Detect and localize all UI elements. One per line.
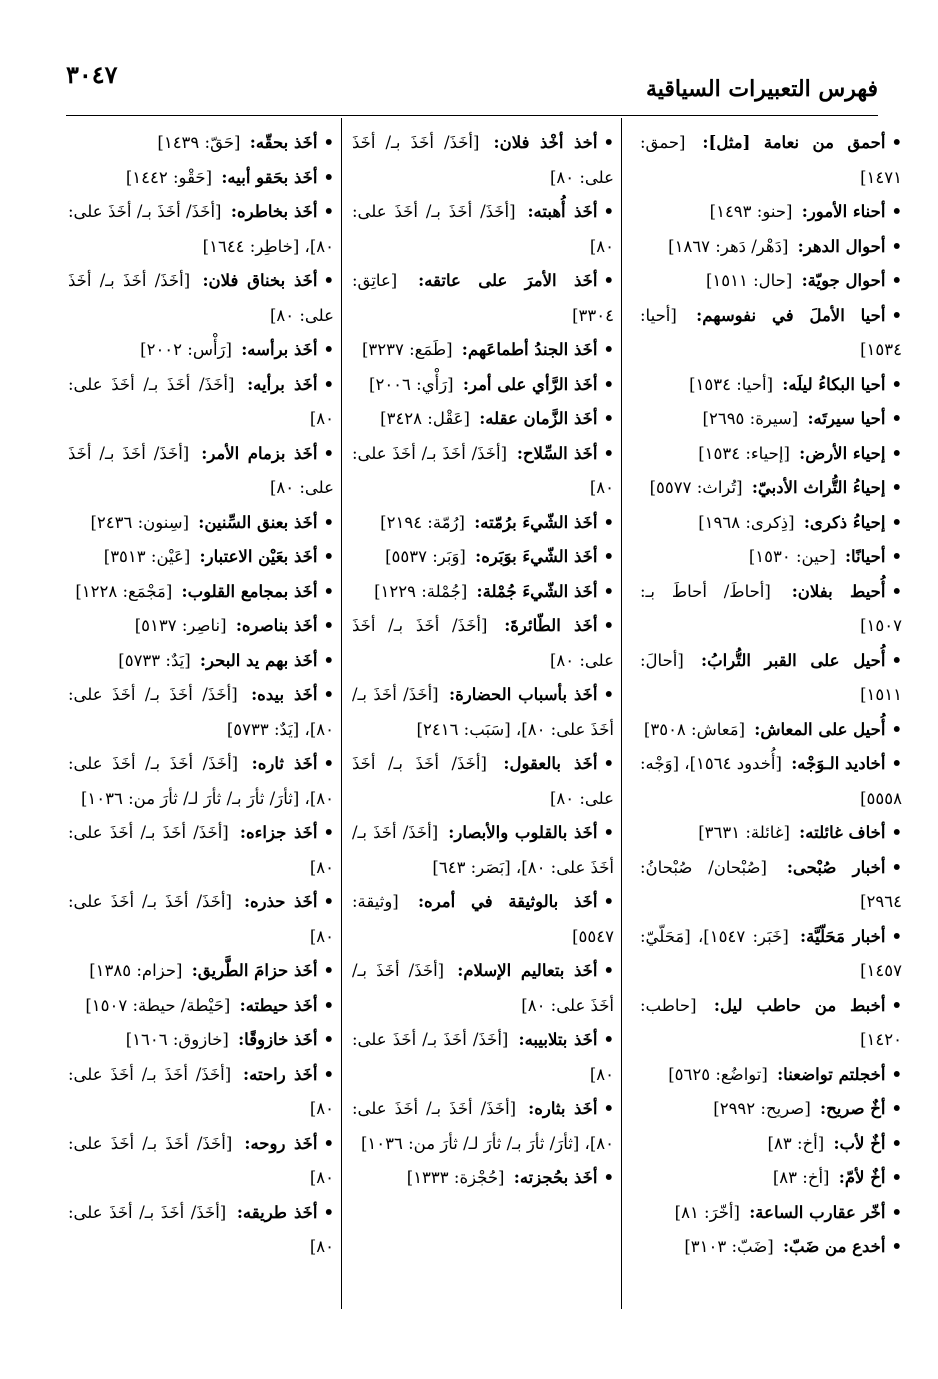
entry-term: أخَذ الشّيءَ جُمْلة:: [476, 581, 598, 601]
index-column-middle: [352, 126, 614, 1196]
entry-term: أخَذ روحه:: [244, 1133, 318, 1153]
entry-reference: [دَهْر/ دَهر: ١٨٦٧]: [668, 236, 789, 256]
entry-reference: [حَيْطة/ حيطة: ١٥٠٧]: [85, 995, 231, 1015]
entry-term: أخبار صُبْحى:: [786, 857, 886, 877]
index-entry: [640, 368, 902, 403]
bullet-icon: •: [891, 478, 902, 497]
bullet-icon: •: [603, 892, 614, 911]
bullet-icon: •: [323, 167, 334, 187]
index-entry: [352, 816, 614, 885]
entry-reference: [تُراث: ٥٥٧٧]: [649, 478, 743, 497]
index-entry: [68, 816, 334, 885]
bullet-icon: •: [323, 340, 334, 359]
entry-term: أخَذ ثاره:: [251, 754, 318, 773]
entry-term: أخَذ الطّائرةَ:: [504, 616, 598, 635]
entry-reference: [ضَبّ: ٣١٠٣]: [684, 1237, 774, 1256]
index-entry: [640, 230, 902, 265]
entry-reference: [طَمَع: ٣٢٣٧]: [361, 340, 453, 359]
entry-reference: [أخَذَ/ أخَذَ بـ/ أخَذَ على: ٨٠]: [68, 1202, 334, 1256]
index-entry: [640, 540, 902, 575]
index-entry: [68, 540, 334, 575]
entry-term: أخبط من حاطب ليل:: [713, 995, 886, 1015]
entry-reference: [إحياء: ١٥٣٤]: [698, 443, 790, 463]
index-entry: [352, 747, 614, 816]
entry-term: أخَذ بخاطره:: [230, 202, 318, 221]
bullet-icon: •: [603, 754, 614, 773]
entry-reference: [حزام: ١٣٨٥]: [89, 961, 183, 980]
entry-reference: [حنو: ١٤٩٣]: [709, 202, 793, 221]
entry-reference: [أخَذَ/ أخَذَ بـ/ أخَذَ على: ٨٠]، [سَبَب: ٢٤١٦]: [352, 685, 614, 739]
entry-term: أخَذ بأسباب الحضارة:: [448, 685, 598, 704]
bullet-icon: •: [603, 374, 614, 394]
entry-reference: [رُمّة: ٢١٩٤]: [380, 512, 465, 532]
entry-reference: [ناصِر: ٥١٣٧]: [134, 616, 227, 635]
index-entry: [352, 437, 614, 506]
index-entry: [640, 989, 902, 1058]
entry-term: أخَذ بحقّه:: [249, 133, 318, 152]
bullet-icon: •: [891, 719, 902, 739]
bullet-icon: •: [603, 547, 614, 566]
entry-term: أخَذ خازوقًا:: [238, 1030, 318, 1049]
index-entry: [640, 1127, 902, 1162]
index-entry: [640, 126, 902, 195]
bullet-icon: •: [891, 512, 902, 532]
entry-term: أخَذ الشّيءَ برُمّته:: [474, 512, 598, 532]
entry-reference: [أخ: ٨٣]: [772, 1168, 830, 1187]
bullet-icon: •: [323, 892, 334, 911]
entry-term: أخَذ بعَيْن الاعتبار:: [199, 547, 318, 566]
bullet-icon: •: [603, 581, 614, 601]
index-entry: [68, 506, 334, 541]
entry-term: أحيا سيرتَه:: [807, 409, 886, 428]
entry-term: أخّر عقارب الساعة:: [749, 1202, 886, 1222]
bullet-icon: •: [891, 754, 902, 773]
bullet-icon: •: [891, 823, 902, 842]
index-entry: [68, 609, 334, 644]
entry-term: إحياء الأرض:: [799, 443, 886, 463]
column-divider: [341, 118, 342, 1309]
bullet-icon: •: [323, 1133, 335, 1153]
index-entry: [68, 747, 334, 816]
bullet-icon: •: [323, 616, 334, 635]
entry-term: أحوال جويّة:: [801, 271, 886, 290]
entry-term: أخَذ الرَّأي على أمر:: [462, 374, 598, 394]
bullet-icon: •: [891, 995, 902, 1015]
index-entry: [640, 299, 902, 368]
entry-term: أخَذ بالقلوب والأبصار:: [448, 823, 598, 842]
bullet-icon: •: [603, 685, 614, 704]
bullet-icon: •: [891, 926, 902, 946]
bullet-icon: •: [891, 409, 902, 428]
entry-term: أخذ أخْذ فلان:: [493, 133, 598, 152]
entry-reference: [أخَذَ/ أخَذَ بـ/ أخَذَ على: ٨٠]، [ثأرَ/ ثأرَ بـ/ ثأرَ لـ/ ثأرَ من: ١٠٣٦]: [352, 1099, 614, 1153]
index-entry: [640, 713, 902, 748]
entry-reference: [أخَذَ/ أخَذَ بـ/ أخَذَ على: ٨٠]: [68, 374, 334, 428]
index-entry: [68, 1127, 334, 1196]
index-entry: [640, 437, 902, 472]
entry-term: أخَذ بعنق السِّنين:: [198, 512, 318, 532]
entry-term: أخٌ صريح:: [820, 1099, 886, 1118]
entry-term: أخٌ لأمّ:: [838, 1168, 886, 1187]
bullet-icon: •: [603, 271, 614, 290]
entry-reference: [أخَذَ/ أخَذَ بـ/ أخَذَ على: ٨٠]: [68, 1064, 334, 1118]
index-entry: [352, 333, 614, 368]
index-entry: [352, 402, 614, 437]
bullet-icon: •: [323, 823, 334, 842]
bullet-icon: •: [891, 547, 902, 566]
entry-reference: [عَيْن: ٣٥١٣]: [103, 547, 191, 566]
index-entry: [352, 126, 614, 195]
entry-reference: [رَأْس: ٢٠٠٢]: [140, 340, 232, 359]
bullet-icon: •: [603, 512, 614, 532]
entry-reference: [وَبَر: ٥٥٣٧]: [385, 547, 466, 566]
entry-reference: [أخَذَ/ أخَذَ بـ/ أخَذَ على: ٨٠]: [68, 1133, 334, 1187]
entry-reference: [أخَذَ/ أخَذَ بـ/ أخَذَ على: ٨٠]: [68, 443, 334, 497]
bullet-icon: •: [603, 823, 614, 842]
bullet-icon: •: [323, 512, 334, 532]
entry-term: أخاف غائلته:: [799, 823, 886, 842]
entry-reference: [أخَذَ/ أخَذَ بـ/ أخَذَ على: ٨٠]، [ثأرَ/ ثأرَ بـ/ ثأرَ لـ/ ثأرَ من: ١٠٣٦]: [68, 754, 334, 808]
entry-term: أخَذ برأيه:: [247, 374, 318, 394]
bullet-icon: •: [603, 133, 615, 152]
bullet-icon: •: [891, 1133, 902, 1153]
index-entry: [68, 885, 334, 954]
index-entry: [68, 644, 334, 679]
entry-term: أخَذ بحُجزته:: [513, 1168, 598, 1187]
entry-reference: [سيرة: ٢٦٩٥]: [702, 409, 799, 428]
entry-term: أخَذ بثاره:: [528, 1099, 598, 1118]
entry-reference: [صريح: ٢٩٩٢]: [713, 1099, 811, 1118]
entry-term: أحيانًا:: [844, 547, 886, 566]
index-entry: [352, 1161, 614, 1196]
bullet-icon: •: [323, 754, 334, 773]
entry-reference: [مَجْمَع: ١٢٢٨]: [75, 581, 173, 601]
entry-reference: [أحاطَ/ أحاطَ بـ: ١٥٠٧]: [640, 581, 902, 635]
index-entry: [68, 437, 334, 506]
bullet-icon: •: [891, 443, 902, 463]
entry-term: أخَذ الأمرَ على عاتقه:: [418, 271, 598, 290]
entry-term: أخَذ بمجامع القلوب:: [181, 581, 318, 601]
index-entry: [352, 195, 614, 264]
entry-reference: [أُخدود ١٥٦٤]، [وَجْه: ٥٥٥٨]: [640, 754, 902, 808]
index-entry: [352, 368, 614, 403]
header-rule: [66, 115, 878, 116]
entry-reference: [خَبَر: ١٥٤٧]، [مَحَلّيّ: ١٤٥٧]: [640, 926, 902, 980]
entry-term: أخاديد الـوَجْه:: [791, 754, 886, 773]
entry-reference: [أخَذَ/ أخَذَ بـ/ أخَذَ على: ٨٠]، [يَدٌ: ٥٧٣٣]: [68, 685, 334, 739]
index-entry: [352, 575, 614, 610]
bullet-icon: •: [323, 995, 334, 1015]
entry-term: أحناء الأمور:: [801, 202, 886, 221]
entry-reference: [أخ: ٨٣]: [767, 1133, 825, 1153]
entry-reference: [ذِكرى: ١٩٦٨]: [698, 512, 795, 532]
index-entry: [640, 644, 902, 713]
index-entry: [640, 575, 902, 644]
entry-reference: [أخَذَ/ أخَذَ بـ/ أخَذَ على: ٨٠]، [بَصَر: ٦٤٣]: [352, 823, 614, 877]
entry-reference: [عَقْل: ٣٤٢٨]: [380, 409, 470, 428]
bullet-icon: •: [603, 961, 614, 980]
entry-reference: [أحالَ: ١٥١١]: [640, 650, 902, 704]
index-entry: [68, 1023, 334, 1058]
entry-term: أخَذ بالعقول:: [503, 754, 598, 773]
page-title: فهرس التعبيرات السياقية: [645, 76, 878, 102]
entry-reference: [حُجْزة: ١٣٣٣]: [406, 1168, 505, 1187]
index-column-left: [68, 126, 334, 1265]
index-entry: [68, 368, 334, 437]
entry-reference: [تواضُع: ٥٦٢٥]: [668, 1064, 768, 1084]
bullet-icon: •: [891, 1202, 902, 1222]
index-entry: [68, 954, 334, 989]
entry-reference: [أخَذَ/ أخَذَ بـ/ أخَذَ على: ٨٠]: [68, 823, 334, 877]
index-entry: [640, 1161, 902, 1196]
bullet-icon: •: [323, 547, 334, 566]
entry-term: أُحيل على المعاش:: [754, 719, 886, 739]
entry-term: أخَذ بالوثيقة في أمره:: [417, 892, 598, 911]
bullet-icon: •: [891, 305, 902, 325]
entry-term: أخٌ لأب:: [833, 1133, 886, 1153]
entry-term: أخَذ بتعاليم الإسلام:: [457, 961, 598, 980]
bullet-icon: •: [891, 857, 902, 877]
bullet-icon: •: [323, 650, 334, 670]
bullet-icon: •: [323, 1202, 334, 1222]
bullet-icon: •: [323, 271, 334, 290]
entry-term: أخَذ راحته:: [243, 1064, 318, 1084]
index-entry: [68, 195, 334, 264]
index-entry: [68, 264, 334, 333]
index-entry: [68, 161, 334, 196]
entry-term: أخبار مَحَلّيَّة:: [800, 926, 886, 946]
index-entry: [68, 678, 334, 747]
entry-term: أخَذ بحَقو أبيه:: [221, 167, 318, 187]
entry-term: أخَذ حذره:: [243, 892, 318, 911]
bullet-icon: •: [891, 202, 902, 221]
entry-reference: [سِنون: ٢٤٣٦]: [90, 512, 190, 532]
entry-term: أخجلتم تواضعنا:: [777, 1064, 886, 1084]
index-entry: [640, 1092, 902, 1127]
bullet-icon: •: [323, 202, 334, 221]
entry-reference: [أخَذَ/ أخَذَ بـ/ أخَذَ على: ٨٠]: [352, 133, 614, 187]
index-entry: [640, 747, 902, 816]
index-entry: [68, 333, 334, 368]
entry-reference: [أحيا: ١٥٣٤]: [689, 374, 774, 394]
bullet-icon: •: [891, 133, 902, 152]
entry-reference: [أخَذَ/ أخَذَ بـ/ أخَذَ على: ٨٠]: [68, 892, 334, 946]
bullet-icon: •: [891, 271, 902, 290]
entry-reference: [أحيا: ١٥٣٤]: [640, 305, 902, 359]
entry-reference: [حاطب: ١٤٢٠]: [640, 995, 902, 1049]
entry-term: أخَذ بناصره:: [235, 616, 318, 635]
entry-reference: [عاتِق: ٣٣٠٤]: [352, 271, 614, 325]
bullet-icon: •: [603, 1168, 614, 1187]
bullet-icon: •: [603, 1099, 614, 1118]
entry-term: أحيا الأملَ في نفوسهم:: [696, 305, 886, 325]
entry-reference: [غائلة: ٣٦٣١]: [698, 823, 790, 842]
bullet-icon: •: [891, 1099, 902, 1118]
entry-term: أخَذ حيطته:: [239, 995, 318, 1015]
entry-term: أحيا البكاءُ ليلَه:: [782, 374, 886, 394]
entry-reference: [حَقْو: ١٤٤٢]: [125, 167, 213, 187]
index-entry: [640, 851, 902, 920]
entry-reference: [أخَذَ/ أخَذَ بـ/ أخَذَ على: ٨٠]: [352, 616, 614, 670]
index-entry: [640, 471, 902, 506]
index-entry: [352, 678, 614, 747]
entry-reference: [حمق: ١٤٧١]: [640, 133, 902, 187]
index-entry: [640, 816, 902, 851]
bullet-icon: •: [891, 1168, 902, 1187]
entry-reference: [يَدٌ: ٥٧٣٣]: [118, 650, 191, 670]
index-entry: [640, 195, 902, 230]
bullet-icon: •: [323, 133, 334, 152]
index-entry: [68, 1196, 334, 1265]
bullet-icon: •: [603, 340, 614, 359]
index-entry: [640, 920, 902, 989]
entry-reference: [جُمْلة: ١٢٢٩]: [374, 581, 468, 601]
entry-term: أحمق من نعامة [مثل]:: [702, 133, 886, 152]
bullet-icon: •: [891, 581, 902, 601]
index-entry: [352, 885, 614, 954]
entry-reference: [خازوق: ١٦٠٦]: [125, 1030, 229, 1049]
bullet-icon: •: [323, 961, 334, 980]
index-column-right: [640, 126, 902, 1265]
bullet-icon: •: [603, 616, 614, 635]
entry-term: أخَذ بزمام الأمر:: [201, 443, 318, 463]
bullet-icon: •: [323, 443, 334, 463]
bullet-icon: •: [603, 1030, 615, 1049]
index-entry: [640, 1058, 902, 1093]
entry-term: أخَذ الزَّمان عقله:: [479, 409, 598, 428]
entry-term: أخَذ السِّلاح:: [516, 443, 598, 463]
entry-term: إحياءُ التُّراث الأدبيّ:: [751, 478, 886, 497]
entry-term: أخَذ جزاءه:: [239, 823, 318, 842]
index-entry: [352, 264, 614, 333]
entry-term: أخَذ برأسه:: [241, 340, 318, 359]
page-number: ٣٠٤٧: [66, 60, 118, 89]
bullet-icon: •: [891, 236, 902, 256]
entry-reference: [أخَذَ/ أخَذَ بـ/ أخَذَ على: ٨٠]: [68, 271, 334, 325]
entry-term: أخَذ أُهبته:: [527, 202, 598, 221]
entry-term: أخَذ الجندُ أطماعَهم:: [461, 340, 598, 359]
entry-term: أخَذ بخناق فلان:: [202, 271, 318, 290]
bullet-icon: •: [323, 685, 334, 704]
bullet-icon: •: [891, 1237, 902, 1256]
entry-term: أُحيل على القبر التُّرابُ:: [701, 650, 886, 670]
entry-reference: [أخَذَ/ أخَذَ بـ/ أخَذَ على: ٨٠]: [352, 202, 614, 256]
entry-reference: [حَقّ: ١٤٣٩]: [157, 133, 241, 152]
index-entry: [640, 506, 902, 541]
entry-term: أخَذ الشّيءَ بوَبَره:: [475, 547, 598, 566]
index-entry: [640, 1230, 902, 1265]
index-entry: [352, 506, 614, 541]
entry-reference: [أخَذَ/ أخَذَ بـ/ أخَذَ على: ٨٠]: [352, 443, 614, 497]
entry-reference: [أخّرَ: ٨١]: [674, 1202, 740, 1222]
entry-term: أخَذ طريقه:: [236, 1202, 318, 1222]
index-entry: [640, 402, 902, 437]
entry-term: أخَذ بيده:: [251, 685, 318, 704]
entry-reference: [حال: ١٥١١]: [705, 271, 793, 290]
entry-reference: [مَعاش: ٣٥٠٨]: [643, 719, 746, 739]
index-entry: [640, 1196, 902, 1231]
entry-reference: [حين: ١٥٣٠]: [748, 547, 836, 566]
index-entry: [352, 1092, 614, 1161]
index-entry: [68, 126, 334, 161]
bullet-icon: •: [603, 443, 614, 463]
entry-reference: [أخَذَ/ أخَذَ بـ/ أخَذَ على: ٨٠]، [خاطِر: ١٦٤٤]: [68, 202, 334, 256]
entry-term: أُحيط بفلان:: [791, 581, 886, 601]
entry-term: إحياءُ ذكرى:: [803, 512, 886, 532]
entry-reference: [أخَذَ/ أخَذَ بـ/ أخَذَ على: ٨٠]: [352, 754, 614, 808]
index-entry: [352, 1023, 614, 1092]
entry-term: أخَذ حزامَ الطَّريق:: [191, 961, 318, 980]
entry-reference: [صُبْحان/ صُبْحانُ: ٢٩٦٤]: [640, 857, 902, 911]
entry-term: أخدع من ضَبّ:: [782, 1237, 886, 1256]
index-entry: [352, 540, 614, 575]
index-entry: [68, 575, 334, 610]
entry-reference: [وثيقة: ٥٥٤٧]: [352, 892, 614, 946]
index-entry: [640, 264, 902, 299]
bullet-icon: •: [323, 1064, 335, 1084]
entry-reference: [أخَذَ/ أخَذَ بـ/ أخَذَ على: ٨٠]: [352, 961, 614, 1015]
entry-reference: [رَأْي: ٢٠٠٦]: [369, 374, 454, 394]
bullet-icon: •: [891, 374, 902, 394]
entry-term: أخَذ بتلابيبه:: [518, 1030, 598, 1049]
entry-term: أحوال الدهر:: [797, 236, 886, 256]
bullet-icon: •: [891, 1064, 902, 1084]
page-header: [66, 58, 878, 114]
index-entry: [352, 609, 614, 678]
bullet-icon: •: [323, 1030, 334, 1049]
bullet-icon: •: [891, 650, 903, 670]
entry-reference: [أخَذَ/ أخَذَ بـ/ أخَذَ على: ٨٠]: [352, 1030, 614, 1084]
bullet-icon: •: [323, 581, 334, 601]
index-entry: [68, 1058, 334, 1127]
index-entry: [68, 989, 334, 1024]
bullet-icon: •: [323, 374, 335, 394]
column-divider: [621, 118, 622, 1309]
entry-term: أخَذ بهم يد البحر:: [199, 650, 318, 670]
bullet-icon: •: [603, 202, 615, 221]
index-entry: [352, 954, 614, 1023]
bullet-icon: •: [603, 409, 614, 428]
